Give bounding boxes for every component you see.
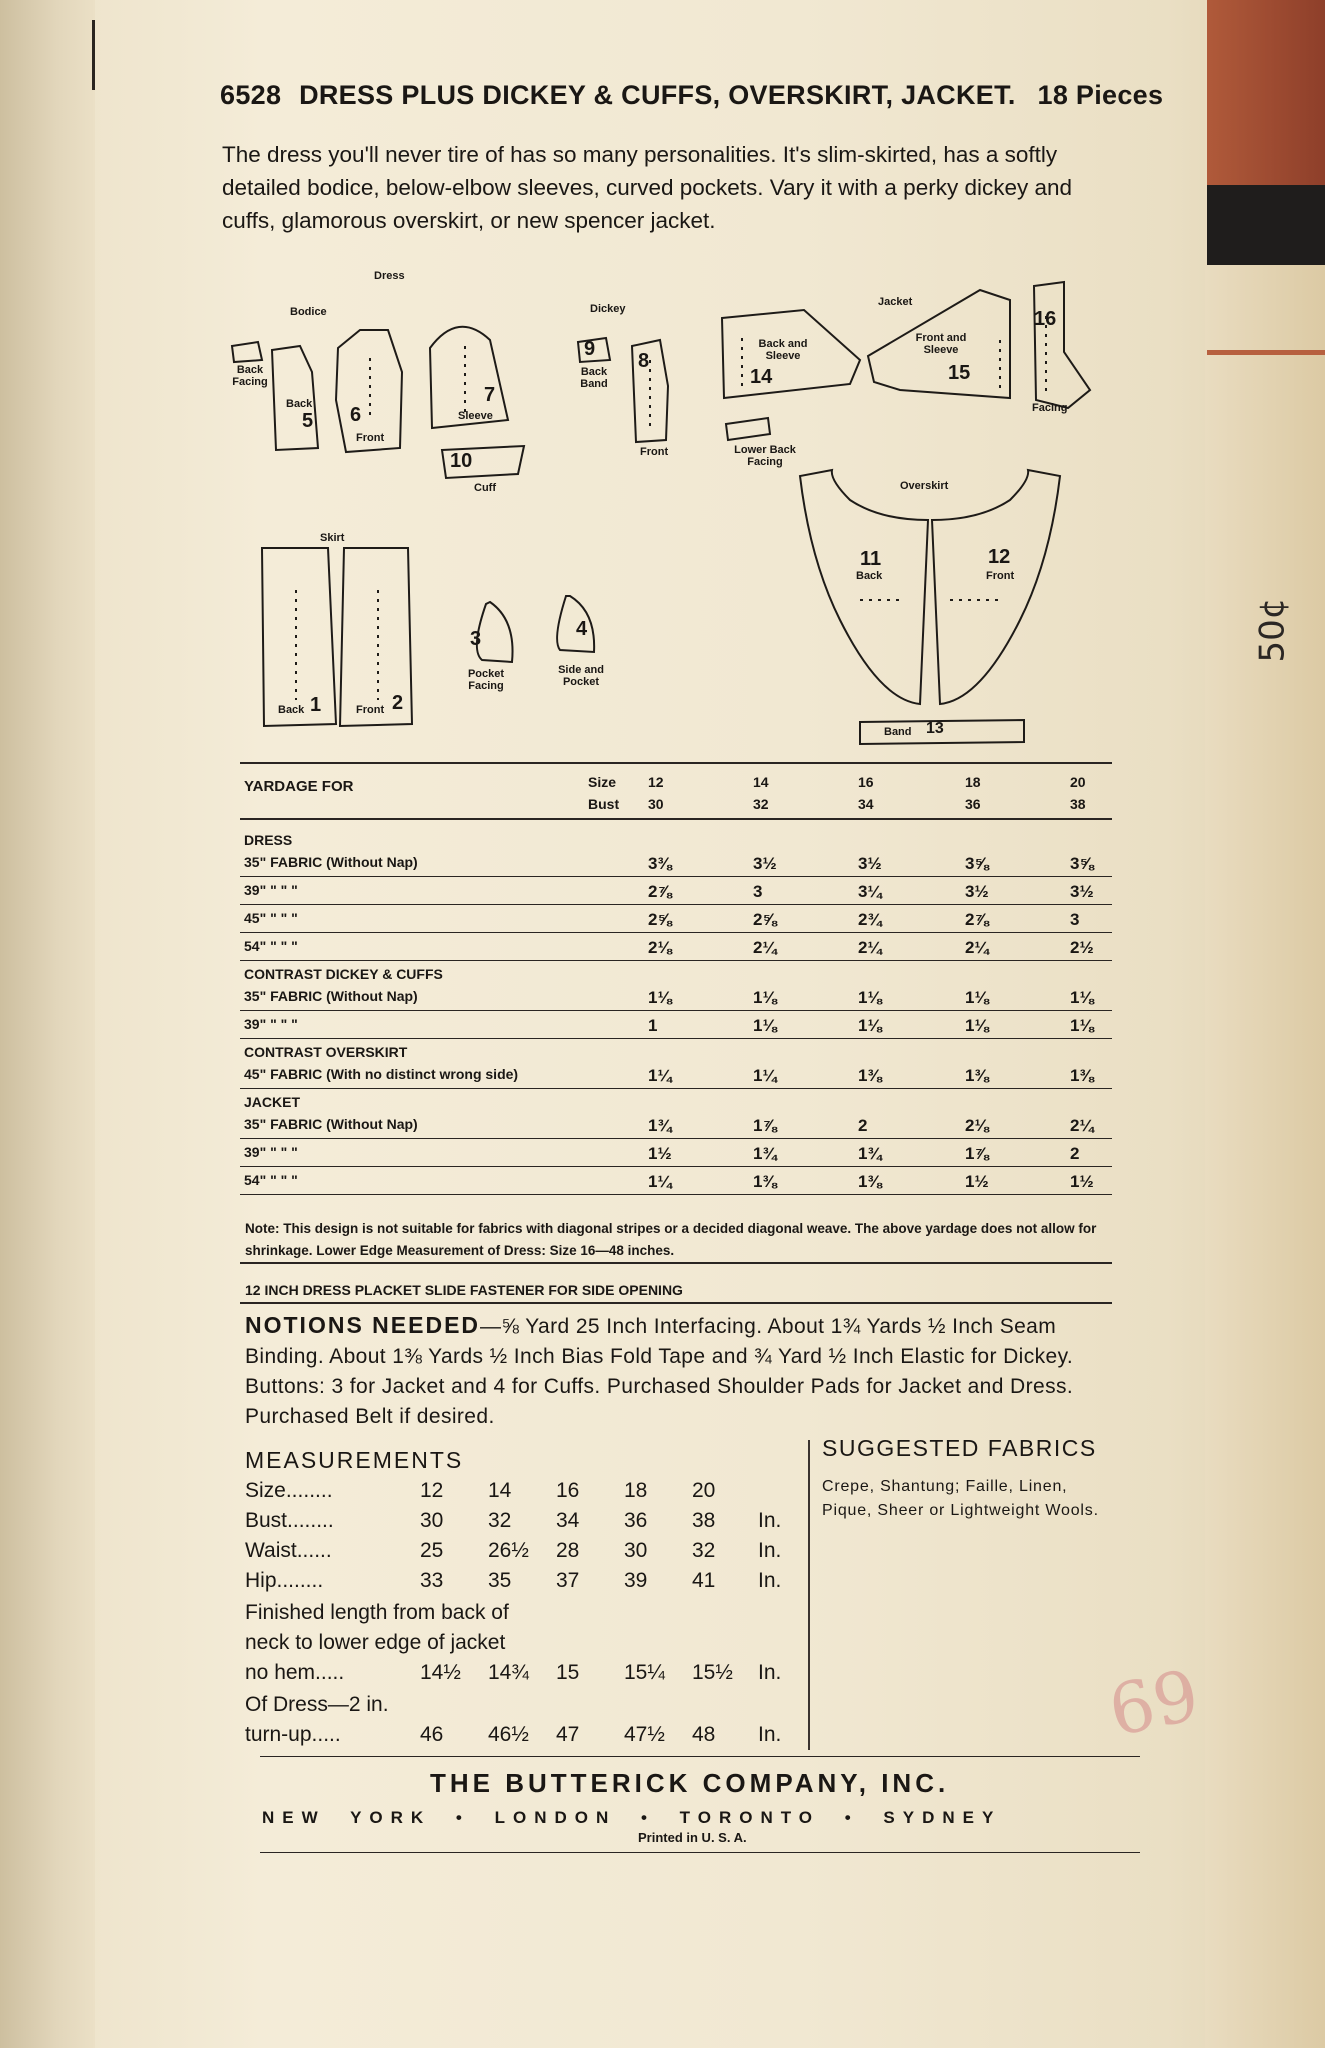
measurement-value: 14½ [420, 1661, 461, 1684]
yardage-value: 2¼ [1070, 1116, 1094, 1135]
yardage-row-label: 39" " " " [244, 1144, 298, 1160]
yardage-value: 2½ [1070, 938, 1094, 957]
yardage-value: 2⅞ [965, 910, 989, 929]
yardage-section-heading: DRESS [244, 832, 293, 848]
measurement-value: 15½ [692, 1661, 733, 1684]
piece-label-pocket-facing: Pocket Facing [467, 668, 505, 692]
yardage-value: 1⅛ [965, 1016, 989, 1035]
piece-label-overskirt-front: Front [986, 570, 1015, 582]
piece-number-14: 14 [750, 366, 773, 388]
piece-number-6: 6 [350, 404, 362, 426]
yardage-value: 1⅜ [858, 1172, 882, 1191]
yardage-value: 1⅜ [1070, 1066, 1094, 1085]
measurement-value: 15¼ [624, 1661, 665, 1684]
measurement-unit: In. [758, 1509, 782, 1532]
yardage-value: 1⅛ [1070, 1016, 1094, 1035]
yardage-value: 1⅞ [753, 1116, 777, 1135]
yardage-value: 2¼ [858, 938, 882, 957]
yardage-value: 1⅞ [965, 1144, 989, 1163]
piece-number-13: 13 [926, 720, 944, 737]
measurement-value: 14¾ [488, 1661, 529, 1684]
piece-number-10: 10 [450, 450, 473, 472]
measurement-row-label: Bust........ [245, 1509, 334, 1532]
piece-number-2: 2 [392, 692, 404, 714]
yardage-row-label: 35" FABRIC (Without Nap) [244, 988, 418, 1004]
measurement-value: 33 [420, 1569, 444, 1592]
label-overskirt: Overskirt [900, 480, 949, 492]
measurement-value: 28 [556, 1539, 580, 1562]
measurement-value: 39 [624, 1569, 648, 1592]
piece-label-facing: Facing [1032, 402, 1068, 414]
yardage-value: 1 [648, 1016, 658, 1035]
yardage-value: 2 [858, 1116, 868, 1135]
yardage-row-label: 54" " " " [244, 938, 298, 954]
measurement-row-label: Size........ [245, 1479, 333, 1502]
piece-number-11: 11 [860, 548, 882, 570]
yardage-value: 1⅛ [648, 988, 672, 1007]
printed-in: Printed in U. S. A. [638, 1830, 747, 1845]
piece-number-5: 5 [302, 410, 314, 432]
table-rule [240, 1194, 1112, 1195]
piece-label-dickey-front: Front [640, 446, 669, 458]
measurement-value: 16 [556, 1479, 580, 1502]
measurement-unit: In. [758, 1723, 782, 1746]
yardage-value: 1¾ [753, 1144, 777, 1163]
measurement-unit: In. [758, 1569, 782, 1592]
price-label: 50¢ [1252, 597, 1293, 663]
size-col-header: 20 [1070, 774, 1086, 790]
piece-number-1: 1 [310, 694, 322, 716]
measurement-value: 41 [692, 1569, 716, 1592]
piece-number-4: 4 [576, 618, 588, 640]
measurement-value: 12 [420, 1479, 444, 1502]
label-dress: Dress [374, 270, 405, 282]
yardage-value: 1⅛ [858, 988, 882, 1007]
piece-label-band: Band [884, 726, 912, 738]
yardage-value: 3⅜ [648, 854, 672, 873]
yardage-value: 2⅝ [648, 910, 672, 929]
measurement-value: 30 [420, 1509, 444, 1532]
measurement-value: 25 [420, 1539, 444, 1562]
bust-col-header: 36 [965, 796, 981, 812]
yardage-value: 2⅛ [965, 1116, 989, 1135]
yardage-section-heading: CONTRAST DICKEY & CUFFS [244, 966, 443, 982]
size-col-header: 18 [965, 774, 981, 790]
piece-label-cuff: Cuff [474, 482, 496, 494]
column-divider [808, 1440, 810, 1750]
piece-label-sleeve: Sleeve [458, 410, 493, 422]
yardage-value: 3 [753, 882, 763, 901]
measurement-value: 37 [556, 1569, 580, 1592]
overskirt-front-shape [932, 470, 1060, 704]
yardage-value: 1⅜ [965, 1066, 989, 1085]
yardage-value: 1⅛ [965, 988, 989, 1007]
measurement-value: 46 [420, 1723, 444, 1746]
piece-label-front-and-sleeve: Front and Sleeve [915, 332, 967, 356]
label-dickey: Dickey [590, 303, 626, 315]
label-lower-back-facing: Lower Back Facing [734, 444, 796, 468]
measurement-unit: In. [758, 1539, 782, 1562]
yardage-value: 3¼ [858, 882, 882, 901]
piece-number-16: 16 [1034, 308, 1057, 330]
table-rule [240, 762, 1112, 764]
yardage-row-label: 39" " " " [244, 1016, 298, 1032]
measurement-value: 34 [556, 1509, 580, 1532]
measurement-row-label: turn-up..... [245, 1723, 341, 1746]
piece-label-skirt-back: Back [278, 704, 305, 716]
piece-label-overskirt-back: Back [856, 570, 883, 582]
handwritten-stamp: 69 [1101, 1653, 1207, 1753]
measurement-value: 18 [624, 1479, 648, 1502]
jacket-facing-shape [1034, 282, 1090, 408]
yardage-value: 2⅝ [753, 910, 777, 929]
piece-label-back-and-sleeve: Back and Sleeve [758, 338, 808, 362]
yardage-section-heading: JACKET [244, 1094, 301, 1110]
notions-heading: NOTIONS NEEDED [245, 1312, 481, 1338]
yardage-value: 3½ [965, 882, 989, 901]
placket-notice: 12 INCH DRESS PLACKET SLIDE FASTENER FOR SIDE OPENING [245, 1282, 683, 1298]
label-jacket: Jacket [878, 296, 913, 308]
piece-number-9: 9 [584, 338, 596, 360]
pattern-number: 6528 [220, 80, 282, 110]
suggested-fabrics-text: Crepe, Shantung; Faille, Linen, Pique, Sheer or Lightweight Wools. [822, 1478, 1099, 1519]
overskirt-back-shape [800, 470, 928, 704]
label-skirt: Skirt [320, 532, 345, 544]
measurement-row-label: Hip........ [245, 1569, 324, 1592]
yardage-value: 1½ [965, 1172, 989, 1191]
size-label: Size [588, 774, 617, 790]
yardage-value: 2⅛ [648, 938, 672, 957]
company-name: THE BUTTERICK COMPANY, INC. [430, 1768, 950, 1798]
yardage-value: 1⅜ [858, 1066, 882, 1085]
size-col-header: 12 [648, 774, 664, 790]
yardage-value: 2¼ [965, 938, 989, 957]
yardage-value: 3⅝ [965, 854, 989, 873]
table-rule [240, 818, 1112, 820]
table-rule [240, 960, 1112, 961]
table-rule [240, 1262, 1112, 1264]
yardage-value: 1⅛ [1070, 988, 1094, 1007]
yardage-title: YARDAGE FOR [244, 778, 354, 795]
piece-number-3: 3 [470, 628, 482, 650]
pattern-title: DRESS PLUS DICKEY & CUFFS, OVERSKIRT, JACKET. [299, 80, 1016, 110]
yardage-value: 1¼ [648, 1172, 672, 1191]
piece-label-back: Back [286, 398, 313, 410]
measurement-value: 32 [692, 1539, 716, 1562]
size-col-header: 16 [858, 774, 874, 790]
yardage-value: 2¾ [858, 910, 882, 929]
yardage-row-label: 54" " " " [244, 1172, 298, 1188]
measurement-row-label: Waist...... [245, 1539, 332, 1562]
piece-count: 18 Pieces [1037, 80, 1164, 110]
measurement-row-label: no hem..... [245, 1661, 345, 1684]
table-rule [240, 1302, 1112, 1304]
yardage-section-heading: CONTRAST OVERSKIRT [244, 1044, 408, 1060]
yardage-note: Note: This design is not suitable for fabrics with diagonal stripes or a decided diagonal weave. The above yardage does not allow for shrinkage. Lower Edge Measurement of Dress: Size 16—48 inches. [245, 1221, 1097, 1258]
size-col-header: 14 [753, 774, 769, 790]
yardage-value: 1½ [648, 1144, 672, 1163]
table-rule [240, 1088, 1112, 1089]
measurement-value: 47 [556, 1723, 580, 1746]
measurement-value: 20 [692, 1479, 716, 1502]
measurement-value: 14 [488, 1479, 512, 1502]
measurement-value: 30 [624, 1539, 648, 1562]
measurement-value: 47½ [624, 1723, 665, 1746]
yardage-value: 1¼ [648, 1066, 672, 1085]
footer-rule [260, 1852, 1140, 1853]
of-dress-line: Of Dress—2 in. [245, 1693, 389, 1716]
lower-back-facing-shape [726, 418, 770, 440]
yardage-value: 2¼ [753, 938, 777, 957]
company-cities: NEW YORK • LONDON • TORONTO • SYDNEY [262, 1808, 1002, 1827]
yardage-value: 1⅛ [753, 1016, 777, 1035]
yardage-value: 3 [1070, 910, 1080, 929]
yardage-value: 1⅛ [753, 988, 777, 1007]
measurement-value: 38 [692, 1509, 716, 1532]
table-rule [240, 1010, 1112, 1011]
skirt-back-shape [262, 548, 336, 726]
measurement-value: 36 [624, 1509, 648, 1532]
yardage-value: 3½ [858, 854, 882, 873]
yardage-value: 1¼ [753, 1066, 777, 1085]
bust-col-header: 30 [648, 796, 664, 812]
yardage-row-label: 35" FABRIC (Without Nap) [244, 1116, 418, 1132]
bust-col-header: 34 [858, 796, 874, 812]
label-back-facing: Back Facing [232, 364, 268, 388]
measurement-value: 48 [692, 1723, 716, 1746]
pocket-facing-shape [477, 602, 513, 662]
piece-number-7: 7 [484, 384, 496, 406]
table-rule [240, 876, 1112, 877]
measurement-value: 26½ [488, 1539, 529, 1562]
measurement-value: 15 [556, 1661, 580, 1684]
yardage-value: 2⅞ [648, 882, 672, 901]
piece-number-15: 15 [948, 362, 971, 384]
notions-text: —⅝ Yard 25 Inch Interfacing. About 1¾ Yards ½ Inch Seam Binding. About 1⅜ Yards ½ Inch Bias Fold Tape and ¾ Yard ½ Inch Elastic for Dickey. Buttons: 3 for Jacket and 4 for Cuffs. Purchased Shoulder Pads for Jacket and Dress. Purchased Belt if desired. [245, 1315, 1074, 1428]
table-rule [240, 1166, 1112, 1167]
label-bodice: Bodice [290, 306, 327, 318]
table-rule [240, 1038, 1112, 1039]
measurement-value: 46½ [488, 1723, 529, 1746]
yardage-value: 3½ [1070, 882, 1094, 901]
table-rule [240, 1138, 1112, 1139]
notions-section [245, 1310, 1125, 1432]
measurements-heading: MEASUREMENTS [245, 1447, 464, 1473]
bust-col-header: 38 [1070, 796, 1086, 812]
table-rule [240, 932, 1112, 933]
yardage-value: 1½ [1070, 1172, 1094, 1191]
footer-rule [260, 1756, 1140, 1757]
piece-number-8: 8 [638, 350, 650, 372]
yardage-value: 3⅝ [1070, 854, 1094, 873]
yardage-row-label: 45" FABRIC (With no distinct wrong side) [244, 1066, 519, 1082]
yardage-value: 1⅜ [753, 1172, 777, 1191]
measurement-value: 32 [488, 1509, 512, 1532]
pattern-description: The dress you'll never tire of has so many personalities. It's slim-skirted, has a softly detailed bodice, below-elbow sleeves, curved pockets. Vary it with a perky dickey and cuffs, glamorous overskirt, or new spencer jacket. [222, 142, 1073, 233]
bust-label: Bust [588, 796, 620, 812]
yardage-row-label: 45" " " " [244, 910, 298, 926]
yardage-value: 2 [1070, 1144, 1080, 1163]
piece-label-side-and-pocket: Side and Pocket [558, 664, 604, 688]
back-facing-shape [232, 342, 262, 362]
piece-label-back-band: Back Band [580, 366, 608, 390]
piece-number-12: 12 [988, 546, 1011, 568]
yardage-value: 1⅛ [858, 1016, 882, 1035]
yardage-value: 3½ [753, 854, 777, 873]
yardage-row-label: 39" " " " [244, 882, 298, 898]
piece-label-skirt-front: Front [356, 704, 385, 716]
finished-length-line-1: Finished length from back of [245, 1601, 509, 1624]
bust-col-header: 32 [753, 796, 769, 812]
yardage-value: 1¾ [648, 1116, 672, 1135]
suggested-fabrics-heading: SUGGESTED FABRICS [822, 1435, 1097, 1461]
finished-length-line-2: neck to lower edge of jacket [245, 1631, 506, 1654]
measurement-unit: In. [758, 1661, 782, 1684]
yardage-value: 1¾ [858, 1144, 882, 1163]
measurement-value: 35 [488, 1569, 512, 1592]
yardage-row-label: 35" FABRIC (Without Nap) [244, 854, 418, 870]
piece-label-front: Front [356, 432, 385, 444]
table-rule [240, 904, 1112, 905]
